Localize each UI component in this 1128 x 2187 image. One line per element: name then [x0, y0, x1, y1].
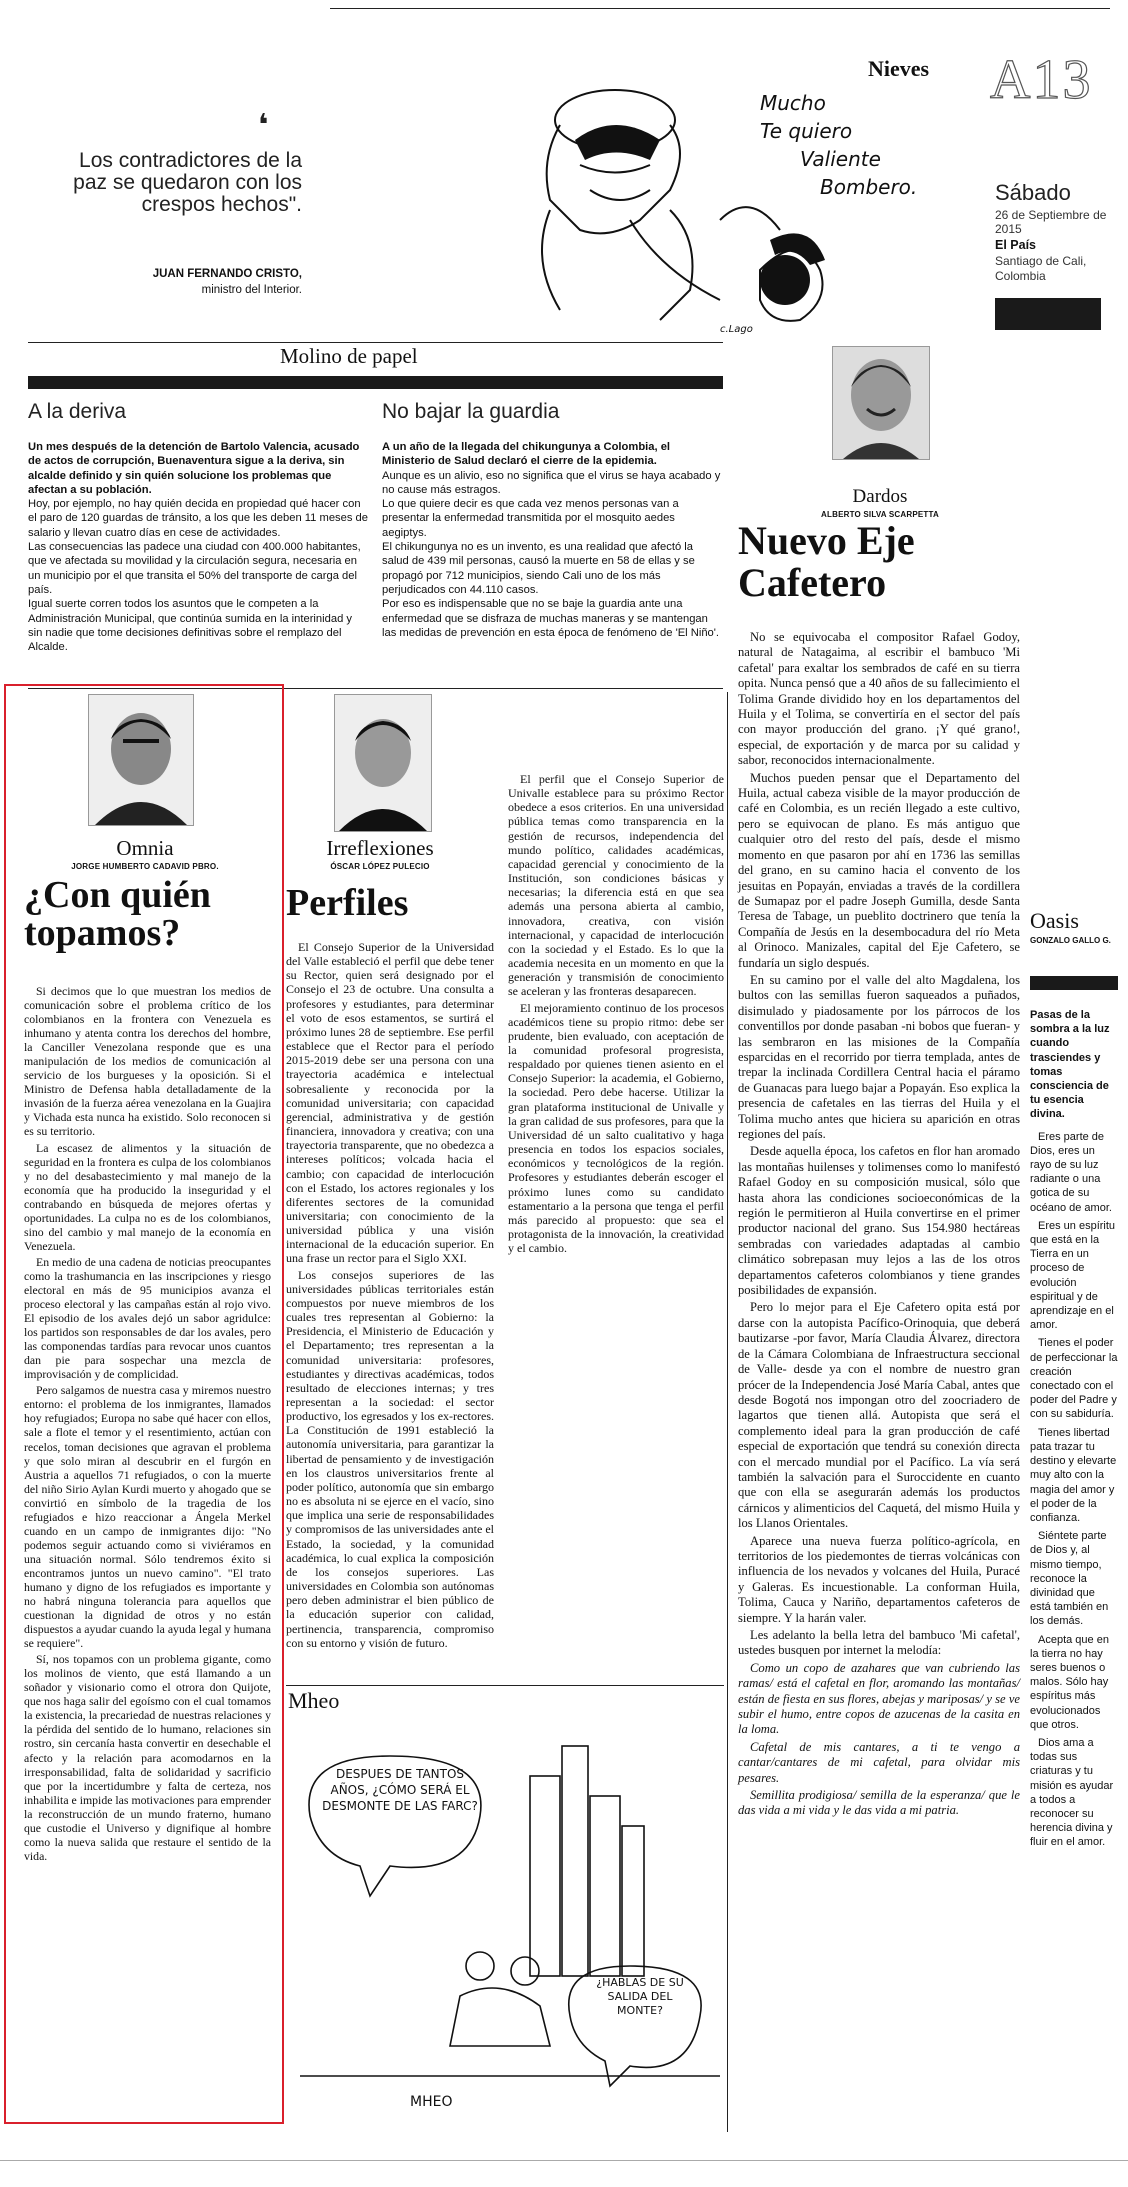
molino-black-bar: [28, 376, 723, 389]
guardia-paragraph: Aunque es un alivio, eso no significa que el virus se haya acabado y no cause más estragos.: [382, 469, 721, 496]
irreflexiones-body-col2: [508, 772, 724, 1257]
oasis-paragraph: Acepta que en la tierra no hay seres buenos o malos. Sólo hay espíritus más evolucionados que otros.: [1030, 1633, 1109, 1731]
mheo-signature: MHEO: [410, 2094, 453, 2110]
cartoon-caption-line-4: Bombero.: [820, 175, 918, 199]
mheo-title: Mheo: [288, 1688, 340, 1713]
deriva-paragraph: Igual suerte corren todos los asuntos que le competen a la Administración Municipal, que continúa sumida en la interinidad y sin nadie que tome decisiones definitivas sobre el remplazo del Alcalde.: [28, 598, 352, 654]
bottom-edge-rule: [0, 2160, 1128, 2161]
oasis-column-name: Oasis: [1030, 908, 1079, 933]
oasis-paragraph: Tienes libertad pata trazar tu destino y elevarte muy alto con la magia del amor y el poder de la confianza.: [1030, 1426, 1117, 1524]
omnia-author: JORGE HUMBERTO CADAVID PBRO.: [71, 862, 219, 871]
dardos-body: [738, 630, 1020, 1821]
farc-cartoon: [300, 1716, 720, 2116]
omnia-paragraph: Si decimos que lo que muestran los medios de comunicación sobre el problema crítico de los colombianos en la frontera con Venezuela es inhumano y atenta contra los derechos del hombre, la Canciller Venezolana responde que es una manipulación de los medios de comunicación al servicio de los burgueses y la oposición. Si el Ministro de Defensa habla detalladamente de la invasión de la fuerza aérea venezolana en la Guajira y Vichada esta nunca ha existido. Solo reconocen si es su territorio.: [24, 984, 271, 1139]
dardos-verse: Semillita prodigiosa/ semilla de la esperanza/ que le das vida a mi vida y le das vida a mi patria.: [738, 1788, 1020, 1818]
dardos-paragraph: Desde aquella época, los cafetos en flor han aromado las montañas huilenses y tolimenses como lo manifestó Rafael Godoy en su composición musical, sólo que hasta ahora las condiciones socioeconómicas de la región le permitieron al Huila convertirse en el primer productor nacional del grano. Sus 154.980 hectáreas sembradas con variedades adaptadas al cambio climático sobrepasan muy lejos a las de los otros departamentos cafeteros colombianos y tiene grandes posibilidades de expansión.: [738, 1144, 1020, 1298]
cartoon-caption-line-3: Valiente: [800, 147, 881, 171]
dardos-column-name: Dardos: [852, 486, 908, 507]
quote-author: JUAN FERNANDO CRISTO,: [152, 268, 302, 280]
issue-day: Sábado: [995, 180, 1071, 205]
dardos-paragraph: Pero lo mejor para el Eje Cafetero opita está por darse con la autopista Pacífico-Orinoquia, que deberá bautizarse -por favor, María Claudia Álvarez, directora de la Cámara Colombiana de Infraestructura seccional de Valle- desde ya con el nombre de nuestro gran prócer de la Independencia José María Cabal, antes que desde Bogotá nos impongan otro del zoocriadero de lagartos que tienen allá. Autopista que será el complemento ideal para la gran producción de café especial de exportación que tendrá su conexión directa con el mercado mundial por el Pacífico. La vía será también la salvación para el Suroccidente en cuanto que con ella se asegurarán además los productos cárnicos y alimenticios del Caquetá, del mismo Huila y los Llanos Orientales.: [738, 1300, 1020, 1531]
omnia-body: [24, 984, 271, 1865]
omnia-author-photo: [88, 694, 194, 826]
guardia-paragraph: El chikungunya no es un invento, es una realidad que afectó la salud de 439 mil personas, causó la muerte en 58 de ellas y se propagó por 712 municipios, siendo Cali uno de los más perjudicados con 44.110 casos.: [382, 541, 695, 596]
dardos-paragraph: Aparece una nueva fuerza político-agrícola, en territorios de los piedemontes de tierras volcánicas con influencia de los nevados y volcanes del Huila, Puracé y Galeras. Es incuestionable. La conforman Huila, Tolima, Cauca y Nariño, departamentos cafeteros de siempre. Y la harán valer.: [738, 1533, 1020, 1625]
omnia-column-name: Omnia: [116, 836, 174, 860]
newspaper-name: El País: [995, 238, 1036, 252]
deriva-title: A la deriva: [28, 400, 127, 423]
cartoon-signature: c.Lago: [720, 324, 753, 335]
firefighter-cartoon: [520, 70, 940, 340]
irreflexiones-column-name: Irreflexiones: [326, 836, 434, 860]
guardia-paragraph: Por eso es indispensable que no se baje la guardia ante una enfermedad que se disfraza de muchas maneras y se mantengan las medidas de prevención en esta época de fenómeno de 'El Niño'.: [382, 598, 720, 639]
oasis-black-bar: [1030, 976, 1118, 990]
deriva-lead: Un mes después de la detención de Bartolo Valencia, acusado de actos de corrupción, Buenaventura sigue a la deriva, sin alcalde definido y sin quién solucione los problemas que afectan a su población.: [28, 441, 360, 496]
oasis-paragraph: Eres parte de Dios, eres un rayo de su luz radiante o una gotica de su océano de amor.: [1030, 1130, 1112, 1214]
quote-role: ministro del Interior.: [201, 284, 302, 296]
oasis-paragraph: Dios ama a todas sus criaturas y tu misión es ayudar a todos a reconocer su herencia divina y fluir en el amor.: [1030, 1736, 1114, 1849]
irreflexiones-paragraph: El perfil que el Consejo Superior de Univalle establece para su próximo Rector obedece a esos criterios. En una universidad pública temas como transparencia en la gestión de recursos, independencia del mundo político, calidades académicas, capacidad gerencial y conocimiento de la Institución, son condiciones básicas y necesarias; la diferencia está en que sea además una persona abierta al cambio, innovadora, creativa, con visión internacional, y capacidad de interlocución con la sociedad y el Estado. Es lo que la academia necesita en un momento en que la generación y transmisión de conocimiento se aceleran y las fronteras desaparecen.: [508, 772, 724, 999]
column-divider: [727, 692, 728, 2132]
bubble-right: ¿HABLAS DE SU SALIDA DEL MONTE?: [596, 1976, 684, 2017]
deriva-paragraph: Las consecuencias las padece una ciudad con 400.000 habitantes, que ve afectada su movilidad y la circulación segura, necesaria en un municipio por el que transita el 50% del transporte de carga del país.: [28, 541, 361, 596]
dardos-paragraph: En su camino por el valle del alto Magdalena, los bultos con las semillas fueron saqueados a puñados, disimulado y piadosamente por los párrocos de los conventillos por donde pasaban -ni bobos que fueran- y las sembraron en las misiones de la Compañía esparcidas en el recorrido por tierra templada, antes de trepar la inclinada Cordillera Central hacia el páramo de Guanacas para luego bajar a Popayán. Eso explica la presencia de cafetales en las tierras del Huila y el Tolima mucho antes que hiciera su aparición en otras regiones del país.: [738, 972, 1020, 1141]
cartoon-caption-line-1: Mucho: [760, 91, 826, 115]
top-rule: [330, 8, 1110, 9]
omnia-paragraph: Sí, nos topamos con un problema gigante, como los molinos de viento, que está llamando a un soñador y visionario como el otrora don Quijote, que nos haga salir del egoísmo con el cual tomamos la existencia, la precariedad de nuestras relaciones y la pérdida del sentido de lo humano, relaciones sin rostro, sin cercanía hasta convertir en desechable el afecto y la relación para acomodarnos en la irresponsabilidad, falta de solidaridad y sacrificio que por la incertidumbre y falta de certeza, nos inhabilita e impide las motivaciones para emprender la reconstrucción de un mundo fraterno, humano que custodie el Universo y dignifique al hombre como la nueva salida que restaure el sentido de la vida.: [24, 1652, 271, 1863]
issue-date: 26 de Septiembre de 2015: [995, 208, 1107, 236]
oasis-paragraph: Siéntete parte de Dios y, al mismo tiempo, reconoce la divinidad que está también en los demás.: [1030, 1530, 1109, 1628]
guardia-paragraph: Lo que quiere decir es que cada vez menos personas van a presentar la enfermedad transmitida por el mosquito aedes aegiptys.: [382, 498, 679, 539]
guardia-body: [382, 440, 722, 640]
guardia-lead: A un año de la llegada del chikungunya a Colombia, el Ministerio de Salud declaró el cierre de la epidemia.: [382, 441, 671, 468]
molino-top-rule: [28, 342, 723, 343]
irreflexiones-paragraph: Los consejos superiores de las universidades públicas territoriales están compuestos por nueve miembros de los cuales tres representan al Gobierno: la Presidencia, el Ministerio de Educación y el Departamento; tres representan a la comunidad universitaria: profesores, estudiantes y directivas académicas, todos resultado de elecciones internas; y tres representan a la sociedad: el sector productivo, los egresados y los ex-rectores. La Constitución de 1991 estableció la autonomía universitaria, para garantizar la libertad de pensamiento y de investigación en los claustros universitarios frente al poder político, autonomía que sin embargo no es absoluta ni se ejerce en el vacío, sino que implica una serie de responsabilidades y compromisos de las universidades ante el Estado, la sociedad, y la comunidad académica, lo cual explica la composición de los consejos superiores. Las universidades en Colombia son autónomas pero deben administrar el bien público de la educación superior con calidad, pertinencia, transparencia, compromiso con su entorno y visión de futuro.: [286, 1267, 494, 1650]
quote-text: Los contradictores de la paz se quedaron con los crespos hechos".: [73, 149, 302, 216]
dardos-verse: Cafetal de mis cantares, a ti te vengo a cantar/cantares de mi cafetal, para olvidar mis pesares.: [738, 1739, 1020, 1785]
dardos-paragraph: Muchos pueden pensar que el Departamento del Huila, actual cabeza visible de la mayor producción de café en Colombia, es un recién llegado a este cultivo, pero se equivocan de plano. Es más antiguo que cualquier otro del resto del país, desde el mismo momento en que pasaron por ahí en 1736 las semillas del grano, en su camino hacia el convento de los jesuitas en Popayán, enviadas a través de la cordillera de Sumapaz por el padre Joseph Gumilla, desde Santa Teresa de Tabage, un pueblito doctrinero que tenía la Compañía de Jesús en la desembocadura del río Meta al Orinoco. Manizales, capital del Eje Cafetero, se fundaría un siglo después.: [738, 770, 1020, 970]
oasis-paragraph: Tienes el poder de perfeccionar la creación conectado con el poder del Padre y con su sabiduría.: [1030, 1337, 1118, 1421]
dardos-headline: Nuevo Eje Cafetero: [738, 518, 915, 605]
irreflexiones-headline: Perfiles: [286, 882, 409, 924]
oasis-author: GONZALO GALLO G.: [1030, 936, 1111, 945]
irreflexiones-paragraph: El mejoramiento continuo de los procesos académicos tiene su propio ritmo: debe ser prudente, bien evaluado, con aceptación de la comunidad profesoral progresista, respaldado por quienes tienen asiento en el Consejo Superior: la academia, el Gobierno, la sociedad. Pero debe hacerse. Utilizar la gran plataforma institucional de Univalle y la gran calidad de sus profesores, para que la Universidad dé un salto cualitativo y haga presencia en todos los espacios sociales, económicos y tecnológicos de la región. Profesores y estudiantes deberán escoger el próximo lunes como su candidato estamentario a la persona que tenga el perfil más parecido al propuesto: que sea el protagonista de la innovación, la creatividad y el cambio.: [508, 1000, 724, 1256]
dardos-verse: Como un copo de azahares que van cubriendo las ramas/ está el cafetal en flor, aromando las montañas/ están de fiesta en sus flores, abejas y mariposas/ y se ve subir el humo, entre copos de azucenas de la casita en la loma.: [738, 1660, 1020, 1737]
issue-city: Santiago de Cali, Colombia: [995, 254, 1087, 283]
guardia-title: No bajar la guardia: [382, 400, 560, 423]
irreflexiones-author: ÓSCAR LÓPEZ PULECIO: [330, 862, 430, 871]
omnia-paragraph: En medio de una cadena de noticias preocupantes como la trashumancia en las inscripciones y riesgo electoral en más de 95 municipios avanza el proceso electoral y las campañas están al rojo vivo. El episodio de los avales dejó un sabor agridulce: los partidos son responsables de dar los avales, pero las componendas tardías para revocar unos cuantos dan pie para sospechar una mezcla de improvisación y de complicidad.: [24, 1254, 271, 1382]
cartoon-caption-line-2: Te quiero: [760, 119, 853, 143]
bubble-left: DESPUES DE TANTOS AÑOS, ¿CÓMO SERÁ EL DESMONTE DE LAS FARC?: [322, 1767, 478, 1813]
omnia-paragraph: Pero salgamos de nuestra casa y miremos nuestro entorno: el problema de los inmigrantes, llamados hoy refugiados; Europa no sabe qué hacer con ellos, sale a flote el temor y el resentimiento, actúan con recelos, toman decisiones que agravan el problema y que solo miran al descubrir en el furgón en Austria a aquellos 71 refugiados, o con la muerte del niño Sirio Aylan Kurdi muerto y ahogado que se convirtió en símbolo de la tragedia de los refugiados e hizo reaccionar a Ángela Merkel cuando en un campo de inmigrantes dijo: "No podemos seguir actuando como si viviéramos en una situación normal. Sólo tendremos éxito si encontramos juntos un nuevo camino". "El trato humano y digno de los refugiados es importante y no habrá ninguna tolerancia para aquellos que cuestionan la dignidad de otros y no están dispuestos a ayudar cuando la ayuda legal y humana se requiere".: [24, 1383, 271, 1651]
omnia-headline: ¿Con quién topamos?: [24, 874, 211, 954]
deriva-paragraph: Hoy, por ejemplo, no hay quién decida en propiedad qué hacer con el paro de 120 guardas de tránsito, a los que les deben 11 meses de salario y llevan cuatro días en cese de actividades.: [28, 498, 368, 539]
dardos-author-photo: [832, 346, 930, 460]
omnia-paragraph: La escasez de alimentos y la situación de seguridad en la frontera es culpa de los colombianos y no del desabastecimiento y mal manejo de la economía que ha producido la inseguridad y el contrabando en búsqueda de mejores ofertas y oportunidades. La culpa no es de los colombianos, sino del cambio y mal manejo de la economía en Venezuela.: [24, 1140, 271, 1253]
dardos-paragraph: No se equivocaba el compositor Rafael Godoy, natural de Natagaima, al escribir el bambuco 'Mi cafetal' para exaltar los sembrados de café en su tierra opita. Nunca pensó que a 40 años de su fallecimiento el Tolima Grande dividido hoy en los departamentos del Huila y el Tolima, se convertiría en el sector del país con mayor producción del grano. ¡Y qué grano!, especial, de exportación y de marca por su calidad y sabor, reconocidos internacionalmente.: [738, 630, 1020, 768]
dardos-author: ALBERTO SILVA SCARPETTA: [821, 510, 939, 519]
dardos-paragraph: Les adelanto la bella letra del bambuco 'Mi cafetal', ustedes busquen por internet la melodía:: [738, 1628, 1020, 1658]
irreflexiones-body-col1: [286, 940, 494, 1652]
irreflexiones-author-photo: [334, 694, 432, 832]
molino-title: Molino de papel: [280, 344, 418, 368]
oasis-body: [1030, 1008, 1118, 1854]
irreflexiones-paragraph: El Consejo Superior de la Universidad del Valle estableció el perfil que debe tener su Rector, quien será designado por el Consejo el 23 de octubre. Una consulta a profesores y estudiantes, para determinar el voto de esos estamentos, se surtirá el próximo lunes 28 de septiembre. Ese perfil establece que el Rector para el período 2015-2019 debe ser una persona con una trayectoria académica e intelectual sobresaliente y reconocida por la comunidad universitaria; con capacidad gerencial, administrativa y de gestión financiera, innovadora y creativa; con una trayectoria transparente, que no obedezca a intereses políticos; volcada hacia el cambio; con capacidad de interlocución con el Estado, los actores regionales y los diferentes sectores de la comunidad universitaria; con conocimiento de la universidad pública y una visión internacional de la educación superior. En una frase un rector para el Siglo XXI.: [286, 940, 494, 1266]
deriva-body: [28, 440, 368, 654]
mheo-rule: [286, 1685, 724, 1686]
section-name: Nieves: [868, 56, 930, 81]
oasis-paragraph: Eres un espíritu que está en la Tierra en un proceso de evolución espiritual y de aprendizaje en el amor.: [1030, 1219, 1116, 1332]
oasis-lead: Pasas de la sombra a la luz cuando trasciendes y tomas consciencia de tu esencia divina.: [1030, 1009, 1110, 1121]
page-number: A13: [990, 49, 1093, 111]
quote-mark: ❛: [258, 109, 269, 142]
header-black-box: [995, 298, 1101, 330]
